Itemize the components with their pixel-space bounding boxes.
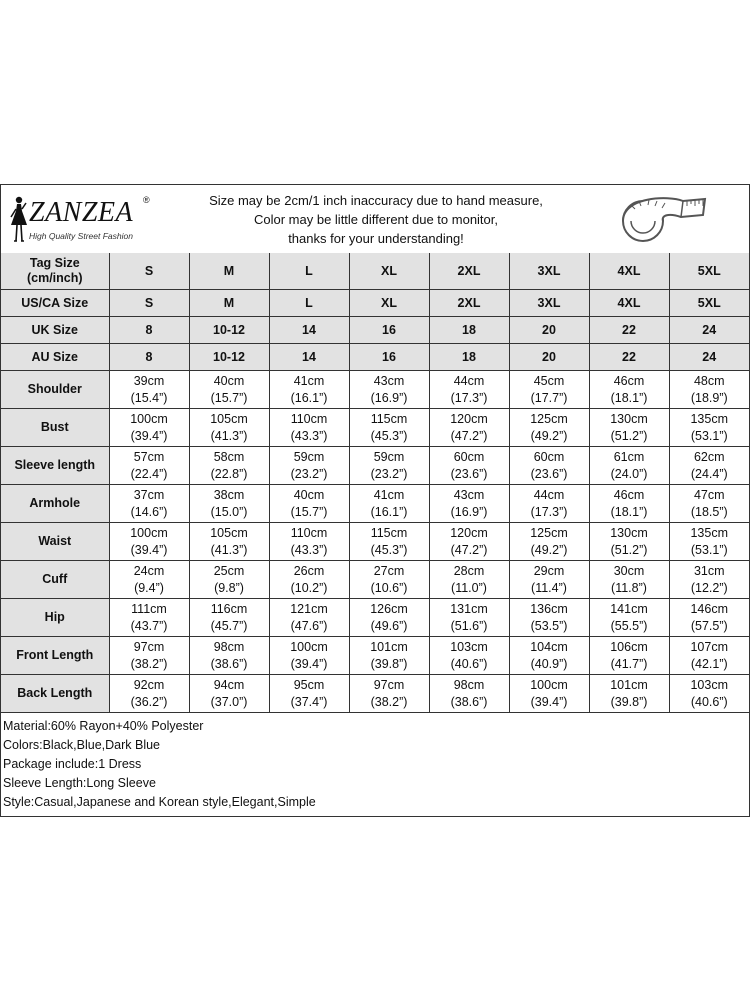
size-cell: XL: [349, 253, 429, 290]
size-cell: M: [189, 290, 269, 317]
measurement-row: [1, 523, 749, 561]
measurement-cell: [349, 409, 429, 447]
size-table: [1, 253, 749, 713]
row-label: Waist: [1, 523, 109, 561]
measurement-cell: [269, 523, 349, 561]
measurement-cell: [269, 409, 349, 447]
value-cm: 100cm: [530, 677, 568, 692]
row-label: Armhole: [1, 485, 109, 523]
value-cm: 116cm: [210, 601, 248, 616]
measurement-cell: [109, 485, 189, 523]
value-inch: (23.6”): [530, 466, 568, 481]
measurement-cell: [589, 637, 669, 675]
measurement-cell: [509, 409, 589, 447]
size-cell: 24: [669, 317, 749, 344]
measurement-cell: [509, 675, 589, 713]
measurement-row: [1, 485, 749, 523]
detail-package: Package include:1 Dress: [3, 757, 142, 771]
value-cm: 44cm: [533, 487, 565, 502]
value-inch: (41.3”): [210, 542, 248, 557]
measurement-cell: [589, 485, 669, 523]
value-inch: (49.6”): [370, 618, 408, 633]
value-inch: (55.5”): [610, 618, 648, 633]
measurement-cell: [429, 485, 509, 523]
brand-logo: [7, 189, 177, 249]
measurement-cell: [669, 599, 749, 637]
detail-style: Style:Casual,Japanese and Korean style,Elegant,Simple: [3, 795, 316, 809]
value-inch: (40.9”): [530, 656, 568, 671]
value-cm: 59cm: [373, 449, 405, 464]
value-inch: (53.1”): [690, 428, 728, 443]
value-cm: 43cm: [453, 487, 485, 502]
size-cell: 18: [429, 317, 509, 344]
value-inch: (57.5”): [690, 618, 728, 633]
value-inch: (17.7”): [530, 390, 568, 405]
measuring-tape-icon: [613, 189, 709, 249]
measurement-cell: [269, 675, 349, 713]
value-inch: (15.0”): [210, 504, 248, 519]
value-cm: 43cm: [373, 373, 405, 388]
size-cell: 4XL: [589, 290, 669, 317]
measurement-cell: [589, 599, 669, 637]
value-cm: 62cm: [693, 449, 725, 464]
size-cell: XL: [349, 290, 429, 317]
measurement-row: [1, 675, 749, 713]
size-cell: 8: [109, 317, 189, 344]
value-inch: (39.4”): [530, 694, 568, 709]
value-inch: (39.4”): [130, 428, 168, 443]
measurement-cell: [669, 523, 749, 561]
value-cm: 146cm: [690, 601, 729, 616]
value-inch: (53.1”): [690, 542, 728, 557]
value-cm: 57cm: [133, 449, 165, 464]
measurement-cell: [429, 675, 509, 713]
measurement-cell: [509, 523, 589, 561]
row-label: Hip: [1, 599, 109, 637]
measurement-notice: [171, 191, 581, 248]
measurement-cell: [109, 637, 189, 675]
value-cm: 58cm: [213, 449, 245, 464]
size-row: [1, 344, 749, 371]
value-inch: (39.8”): [610, 694, 648, 709]
measurement-cell: [589, 523, 669, 561]
detail-colors: Colors:Black,Blue,Dark Blue: [3, 738, 161, 752]
measurement-cell: [349, 523, 429, 561]
value-cm: 101cm: [370, 639, 408, 654]
measurement-cell: [349, 371, 429, 409]
value-cm: 101cm: [610, 677, 648, 692]
value-cm: 48cm: [693, 373, 725, 388]
value-inch: (10.6”): [370, 580, 408, 595]
value-cm: 41cm: [373, 487, 405, 502]
size-cell: 18: [429, 344, 509, 371]
value-inch: (38.2”): [130, 656, 168, 671]
value-cm: 30cm: [613, 563, 645, 578]
value-inch: (43.3”): [290, 542, 328, 557]
value-inch: (18.9”): [690, 390, 728, 405]
value-cm: 104cm: [530, 639, 568, 654]
value-inch: (23.6”): [450, 466, 488, 481]
value-cm: 125cm: [530, 411, 568, 426]
value-cm: 39cm: [133, 373, 165, 388]
measurement-cell: [269, 485, 349, 523]
measurement-cell: [429, 371, 509, 409]
brand-tagline: High Quality Street Fashion: [29, 231, 133, 241]
value-cm: 95cm: [293, 677, 325, 692]
value-cm: 106cm: [610, 639, 648, 654]
measurement-cell: [349, 675, 429, 713]
chart-header: [1, 185, 749, 254]
value-cm: 141cm: [610, 601, 648, 616]
row-label: Tag Size (cm/inch): [1, 253, 109, 290]
value-inch: (43.7”): [130, 618, 168, 633]
value-inch: (39.4”): [290, 656, 328, 671]
row-label: Shoulder: [1, 371, 109, 409]
value-inch: (43.3”): [290, 428, 328, 443]
value-inch: (18.5”): [690, 504, 728, 519]
value-inch: (40.6”): [450, 656, 488, 671]
measurement-cell: [349, 485, 429, 523]
size-cell: 20: [509, 344, 589, 371]
measurement-cell: [669, 637, 749, 675]
value-cm: 60cm: [453, 449, 485, 464]
value-inch: (38.6”): [450, 694, 488, 709]
size-chart: [0, 184, 750, 817]
value-cm: 111cm: [131, 601, 167, 616]
value-cm: 46cm: [613, 487, 645, 502]
value-inch: (38.6”): [210, 656, 248, 671]
measurement-cell: [589, 409, 669, 447]
size-cell: 3XL: [509, 253, 589, 290]
notice-line: Color may be little different due to monitor,: [254, 212, 498, 227]
value-cm: 45cm: [533, 373, 565, 388]
value-inch: (51.2”): [610, 428, 648, 443]
value-inch: (39.8”): [370, 656, 408, 671]
measurement-cell: [429, 561, 509, 599]
measurement-cell: [589, 447, 669, 485]
measurement-cell: [509, 561, 589, 599]
value-inch: (39.4”): [130, 542, 168, 557]
value-inch: (12.2”): [690, 580, 728, 595]
value-cm: 135cm: [690, 411, 729, 426]
measurement-cell: [589, 675, 669, 713]
size-cell: 14: [269, 344, 349, 371]
size-cell: 20: [509, 317, 589, 344]
value-cm: 60cm: [533, 449, 565, 464]
value-inch: (37.0”): [210, 694, 248, 709]
measurement-cell: [189, 675, 269, 713]
measurement-cell: [669, 561, 749, 599]
brand-name: ZANZEA: [29, 197, 134, 228]
value-cm: 28cm: [453, 563, 485, 578]
value-inch: (16.9”): [370, 390, 408, 405]
measurement-cell: [669, 409, 749, 447]
measurement-cell: [269, 447, 349, 485]
value-cm: 131cm: [450, 601, 488, 616]
value-inch: (37.4”): [290, 694, 328, 709]
size-cell: L: [269, 253, 349, 290]
measurement-cell: [109, 675, 189, 713]
measurement-cell: [669, 447, 749, 485]
value-cm: 100cm: [130, 525, 168, 540]
value-inch: (49.2”): [530, 428, 568, 443]
row-label: Back Length: [1, 675, 109, 713]
value-inch: (10.2”): [290, 580, 328, 595]
value-inch: (17.3”): [450, 390, 488, 405]
registered-mark: ®: [143, 195, 150, 205]
value-inch: (22.4”): [130, 466, 168, 481]
value-cm: 24cm: [133, 563, 165, 578]
size-cell: 10-12: [189, 344, 269, 371]
value-inch: (11.8”): [611, 580, 647, 595]
size-cell: 5XL: [669, 253, 749, 290]
detail-sleeve-length: Sleeve Length:Long Sleeve: [3, 776, 156, 790]
value-inch: (40.6”): [690, 694, 728, 709]
measurement-cell: [669, 371, 749, 409]
row-label: Cuff: [1, 561, 109, 599]
value-inch: (16.9”): [450, 504, 488, 519]
measurement-cell: [109, 599, 189, 637]
measurement-row: [1, 637, 749, 675]
size-cell: 8: [109, 344, 189, 371]
measurement-cell: [349, 447, 429, 485]
measurement-cell: [189, 637, 269, 675]
value-cm: 97cm: [373, 677, 405, 692]
value-inch: (42.1”): [690, 656, 728, 671]
value-inch: (17.3”): [530, 504, 568, 519]
value-inch: (23.2”): [290, 466, 328, 481]
measurement-cell: [189, 485, 269, 523]
measurement-cell: [509, 485, 589, 523]
value-cm: 130cm: [610, 525, 648, 540]
value-cm: 100cm: [290, 639, 328, 654]
value-inch: (9.8”): [214, 580, 244, 595]
value-cm: 100cm: [130, 411, 168, 426]
value-inch: (47.2”): [450, 542, 488, 557]
value-cm: 40cm: [213, 373, 245, 388]
value-inch: (22.8”): [210, 466, 248, 481]
value-inch: (23.2”): [370, 466, 408, 481]
measurement-row: [1, 371, 749, 409]
value-cm: 94cm: [213, 677, 245, 692]
value-inch: (41.7”): [610, 656, 648, 671]
value-cm: 103cm: [690, 677, 729, 692]
value-inch: (47.6”): [290, 618, 328, 633]
measurement-cell: [109, 371, 189, 409]
value-cm: 44cm: [453, 373, 485, 388]
value-inch: (24.0”): [610, 466, 648, 481]
measurement-cell: [189, 599, 269, 637]
measurement-cell: [509, 447, 589, 485]
size-row: [1, 290, 749, 317]
size-cell: 14: [269, 317, 349, 344]
value-cm: 61cm: [613, 449, 645, 464]
measurement-cell: [509, 599, 589, 637]
notice-line: thanks for your understanding!: [288, 231, 464, 246]
size-cell: 10-12: [189, 317, 269, 344]
value-cm: 105cm: [210, 411, 248, 426]
value-inch: (24.4”): [690, 466, 728, 481]
woman-silhouette-icon: [7, 195, 31, 245]
row-label: AU Size: [1, 344, 109, 371]
value-cm: 110cm: [290, 525, 328, 540]
size-cell: 16: [349, 344, 429, 371]
size-cell: 22: [589, 317, 669, 344]
measurement-row: [1, 561, 749, 599]
measurement-cell: [269, 371, 349, 409]
value-cm: 47cm: [693, 487, 725, 502]
size-row: [1, 253, 749, 290]
value-cm: 126cm: [370, 601, 408, 616]
measurement-row: [1, 409, 749, 447]
value-inch: (53.5”): [530, 618, 568, 633]
size-cell: 2XL: [429, 290, 509, 317]
value-inch: (49.2”): [530, 542, 568, 557]
measurement-cell: [429, 409, 509, 447]
measurement-cell: [429, 523, 509, 561]
size-cell: 4XL: [589, 253, 669, 290]
value-cm: 98cm: [213, 639, 245, 654]
size-cell: L: [269, 290, 349, 317]
value-cm: 135cm: [690, 525, 729, 540]
value-cm: 105cm: [210, 525, 248, 540]
value-cm: 46cm: [613, 373, 645, 388]
size-cell: S: [109, 290, 189, 317]
size-cell: 2XL: [429, 253, 509, 290]
value-cm: 31cm: [693, 563, 725, 578]
value-inch: (18.1”): [610, 504, 648, 519]
measurement-cell: [509, 637, 589, 675]
value-inch: (36.2”): [130, 694, 168, 709]
measurement-cell: [109, 409, 189, 447]
value-cm: 38cm: [213, 487, 245, 502]
measurement-cell: [669, 485, 749, 523]
measurement-cell: [429, 447, 509, 485]
size-cell: M: [189, 253, 269, 290]
size-cell: 24: [669, 344, 749, 371]
measurement-cell: [269, 637, 349, 675]
row-label: Bust: [1, 409, 109, 447]
value-inch: (15.7”): [210, 390, 248, 405]
value-cm: 130cm: [610, 411, 648, 426]
value-inch: (45.3”): [370, 542, 408, 557]
size-cell: 16: [349, 317, 429, 344]
measurement-cell: [189, 409, 269, 447]
measurement-cell: [189, 371, 269, 409]
measurement-cell: [189, 523, 269, 561]
measurement-row: [1, 599, 749, 637]
notice-line: Size may be 2cm/1 inch inaccuracy due to hand measure,: [209, 193, 543, 208]
value-inch: (14.6”): [130, 504, 168, 519]
value-inch: (15.4”): [130, 390, 168, 405]
size-row: [1, 317, 749, 344]
value-cm: 107cm: [690, 639, 729, 654]
value-inch: (18.1”): [610, 390, 648, 405]
value-inch: (41.3”): [210, 428, 248, 443]
value-cm: 136cm: [530, 601, 568, 616]
value-cm: 115cm: [370, 525, 408, 540]
measurement-cell: [509, 371, 589, 409]
product-details: [3, 717, 743, 812]
measurement-cell: [589, 561, 669, 599]
measurement-row: [1, 447, 749, 485]
value-cm: 103cm: [450, 639, 488, 654]
size-cell: 3XL: [509, 290, 589, 317]
size-cell: 5XL: [669, 290, 749, 317]
measurement-cell: [429, 599, 509, 637]
row-label: US/CA Size: [1, 290, 109, 317]
value-cm: 120cm: [450, 411, 488, 426]
value-inch: (45.3”): [370, 428, 408, 443]
measurement-cell: [349, 637, 429, 675]
row-label: UK Size: [1, 317, 109, 344]
value-inch: (15.7”): [290, 504, 328, 519]
value-cm: 92cm: [133, 677, 165, 692]
value-inch: (51.2”): [610, 542, 648, 557]
measurement-cell: [589, 371, 669, 409]
detail-material: Material:60% Rayon+40% Polyester: [3, 719, 204, 733]
measurement-cell: [269, 561, 349, 599]
value-cm: 98cm: [453, 677, 485, 692]
value-cm: 97cm: [133, 639, 165, 654]
value-cm: 29cm: [533, 563, 565, 578]
value-cm: 125cm: [530, 525, 568, 540]
value-cm: 40cm: [293, 487, 325, 502]
value-inch: (47.2”): [450, 428, 488, 443]
value-cm: 110cm: [290, 411, 328, 426]
value-inch: (11.4”): [531, 580, 567, 595]
row-label: Front Length: [1, 637, 109, 675]
value-cm: 120cm: [450, 525, 488, 540]
measurement-cell: [349, 599, 429, 637]
measurement-cell: [269, 599, 349, 637]
size-cell: S: [109, 253, 189, 290]
row-label: Sleeve length: [1, 447, 109, 485]
measurement-cell: [189, 447, 269, 485]
value-inch: (51.6”): [450, 618, 488, 633]
value-cm: 27cm: [373, 563, 405, 578]
value-cm: 26cm: [293, 563, 325, 578]
value-inch: (11.0”): [451, 580, 487, 595]
value-cm: 121cm: [290, 601, 328, 616]
value-cm: 59cm: [293, 449, 325, 464]
value-inch: (45.7”): [210, 618, 248, 633]
value-cm: 115cm: [370, 411, 408, 426]
value-cm: 37cm: [133, 487, 165, 502]
measurement-cell: [109, 523, 189, 561]
measurement-cell: [109, 561, 189, 599]
measurement-cell: [109, 447, 189, 485]
value-inch: (16.1”): [290, 390, 328, 405]
value-cm: 25cm: [213, 563, 245, 578]
measurement-cell: [669, 675, 749, 713]
measurement-cell: [189, 561, 269, 599]
value-cm: 41cm: [293, 373, 325, 388]
value-inch: (38.2”): [370, 694, 408, 709]
size-cell: 22: [589, 344, 669, 371]
value-inch: (16.1”): [370, 504, 408, 519]
measurement-cell: [349, 561, 429, 599]
value-inch: (9.4”): [134, 580, 164, 595]
measurement-cell: [429, 637, 509, 675]
